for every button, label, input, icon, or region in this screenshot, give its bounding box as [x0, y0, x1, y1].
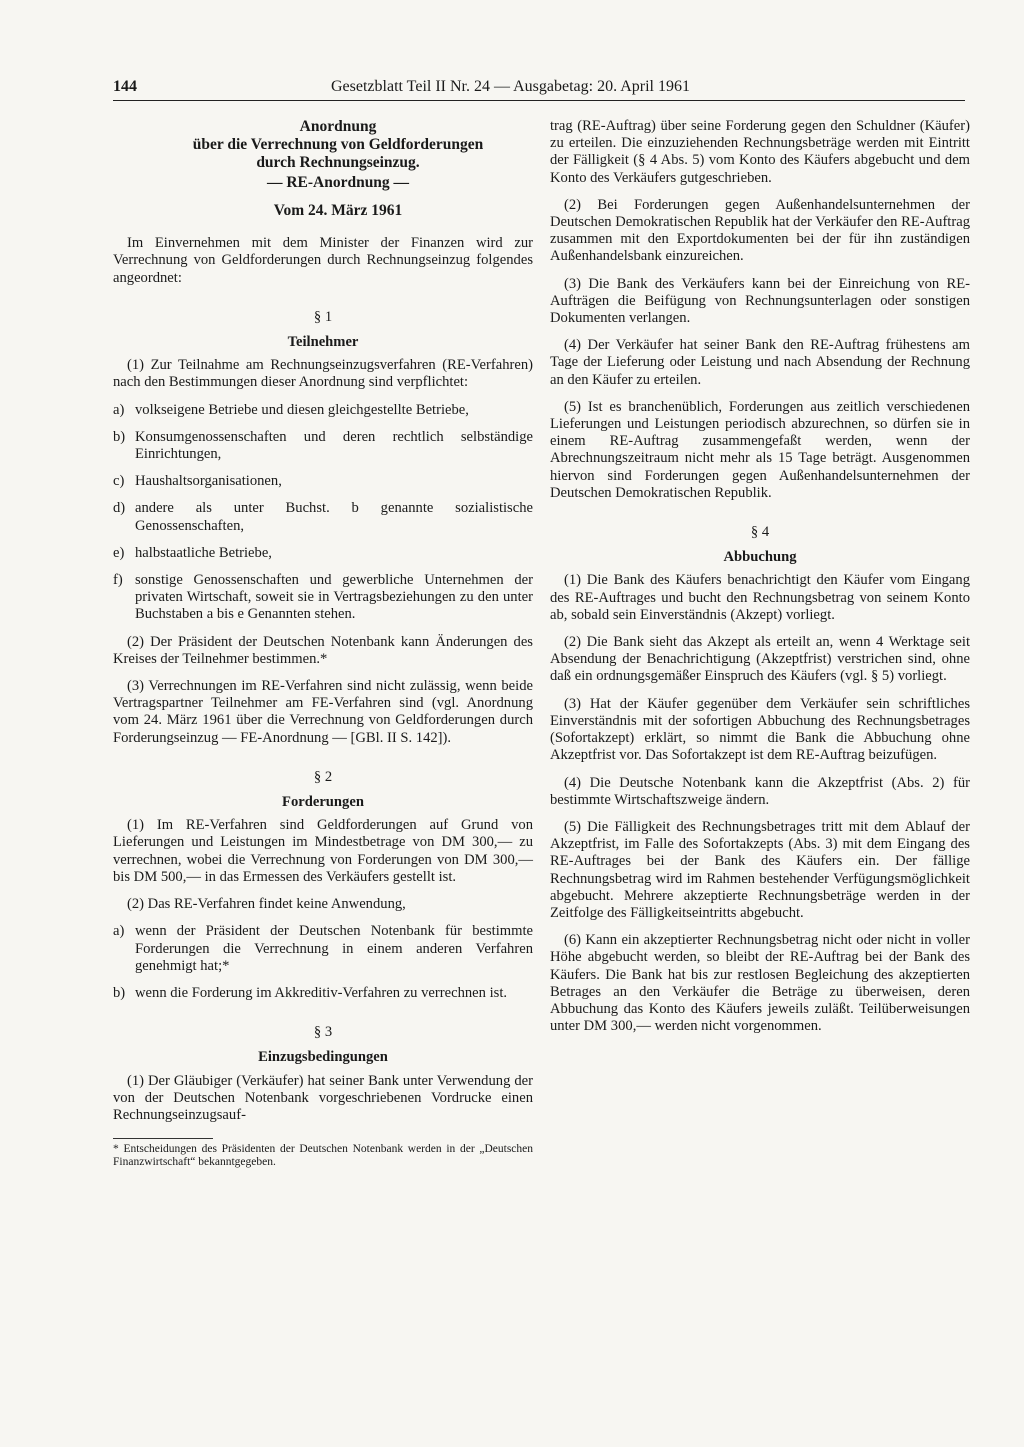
- s4-paragraph-2: (2) Die Bank sieht das Akzept als erteilt an, wenn 4 Werktage seit Absendung der Benachrichtigung (Akzeptfrist) verstrichen sind, ohne daß ein ordnungsgemäßer Einspruch des Käufers (vgl. § 5) vorliegt.: [550, 634, 970, 685]
- title-line-3: durch Rechnungseinzug.: [256, 154, 420, 171]
- list-label: e): [113, 544, 125, 561]
- footnote: * Entscheidungen des Präsidenten der Deutschen Notenbank werden in der „Deutschen Finanzwirtschaft“ bekanntgegeben.: [113, 1143, 533, 1169]
- s4-paragraph-4: (4) Die Deutsche Notenbank kann die Akzeptfrist (Abs. 2) für bestimmte Wirtschaftszweige ändern.: [550, 774, 970, 808]
- list-text: halbstaatliche Betriebe,: [135, 544, 272, 561]
- section-1-heading: Teilnehmer: [287, 334, 359, 351]
- section-4-mark: § 4: [750, 524, 770, 541]
- s1-paragraph-2: (2) Der Präsident der Deutschen Notenbank kann Änderungen des Kreises der Teilnehmer bestimmen.*: [113, 633, 533, 667]
- page-header: [113, 78, 965, 101]
- s2-paragraph-2: (2) Das RE-Verfahren findet keine Anwendung,: [127, 896, 406, 913]
- list-item: [113, 473, 533, 490]
- s3-paragraph-1-start: (1) Der Gläubiger (Verkäufer) hat seiner Bank unter Verwendung der von der Deutschen Notenbank vorgeschriebenen Vordrucke einen Rechnungseinzugsauf-: [113, 1072, 533, 1123]
- title-line-2: über die Verrechnung von Geldforderungen: [192, 136, 484, 153]
- list-item: [113, 402, 533, 419]
- s4-paragraph-5: (5) Die Fälligkeit des Rechnungsbetrages tritt mit dem Ablauf der Akzeptfrist, im Falle des Sofortakzepts (Abs. 3) mit dem Eingang des RE-Auftrages bei der Bank des Käufers ein. Der fällige Rechnungsbetrag wird im Rahmen bestehender Verfügungsmöglichkeit abgebucht. Mehrere akzeptierte Rechnungsbeträge werden in der Zeitfolge des Fälligkeitseintritts abgebucht.: [550, 818, 970, 921]
- list-item: [113, 923, 533, 975]
- list-text: volkseigene Betriebe und diesen gleichgestellte Betriebe,: [135, 401, 469, 418]
- s1-paragraph-3: (3) Verrechnungen im RE-Verfahren sind nicht zulässig, wenn beide Vertragspartner Teilnehmer am FE-Verfahren sind (vgl. Anordnung vom 24. März 1961 über die Verrechnung von Geldforderungen durch Forderungseinzug — FE-Anordnung — [GBl. II S. 142]).: [113, 678, 533, 746]
- list-text: wenn der Präsident der Deutschen Notenbank für bestimmte Forderungen die Verrechnung in einem anderen Verfahren genehmigt hat;*: [135, 923, 533, 974]
- section-2-mark: § 2: [313, 768, 333, 785]
- section-2-heading: Forderungen: [282, 794, 364, 811]
- s3-paragraph-1-continued: trag (RE-Auftrag) über seine Forderung gegen den Schuldner (Käufer) zu erteilen. Die einzuziehenden Rechnungsbeträge werden mit Eintritt der Fälligkeit (§ 4 Abs. 5) vom Konto des Käufers abgebucht und dem Konto des Verkäufers gutgeschrieben.: [550, 118, 970, 186]
- short-title: — RE-Anordnung —: [266, 174, 410, 191]
- list-label: d): [113, 500, 126, 517]
- s3-paragraph-4: (4) Der Verkäufer hat seiner Bank den RE-Auftrag frühestens am Tage der Lieferung oder Leistung und nach Absendung der Rechnung an den Käufer zu erteilen.: [550, 337, 970, 388]
- right-column: [550, 118, 970, 1045]
- s3-paragraph-2: (2) Bei Forderungen gegen Außenhandelsunternehmen der Deutschen Demokratischen Republik hat der Verkäufer den RE-Auftrag zusammen mit den Exportdokumenten bei der für ihn zuständigen Außenhandelsbank einzureichen.: [550, 196, 970, 265]
- section-1-mark: § 1: [313, 308, 333, 325]
- s4-paragraph-3: (3) Hat der Käufer gegenüber dem Verkäufer sein schriftliches Einverständnis mit der sofortigen Abbuchung des Rechnungsbetrages (Sofortakzept) erklärt, so nimmt die Bank die Abbuchung ohne Akzeptfrist vor. Das Sofortakzept ist dem RE-Auftrag beizufügen.: [550, 695, 970, 764]
- list-text: Konsumgenossenschaften und deren rechtlich selbständige Einrichtungen,: [135, 428, 533, 463]
- list-item: [113, 429, 533, 463]
- document-date: Vom 24. März 1961: [273, 202, 403, 219]
- section-3-mark: § 3: [313, 1024, 333, 1041]
- list-item: [113, 572, 533, 624]
- section-3-heading: Einzugsbedingungen: [258, 1049, 388, 1066]
- section-4-heading: Abbuchung: [723, 549, 797, 566]
- footnote-rule: [113, 1138, 213, 1139]
- s3-paragraph-5: (5) Ist es branchenüblich, Forderungen aus zeitlich verschiedenen Lieferungen und Leistungen periodisch abzurechnen, so dürfen sie in einem RE-Auftrag zusammengefaßt werden, wenn der Abrechnungszeitraum nicht mehr als 15 Tage beträgt. Ausgenommen hiervon sind Forderungen gegen Außenhandelsunternehmen der Deutschen Demokratischen Republik.: [550, 398, 970, 501]
- list-label: a): [113, 923, 125, 940]
- preamble: Im Einvernehmen mit dem Minister der Finanzen wird zur Verrechnung von Geldforderungen durch Rechnungseinzug folgendes angeordnet:: [113, 235, 533, 286]
- s3-paragraph-3: (3) Die Bank des Verkäufers kann bei der Einreichung von RE-Aufträgen die Beifügung von Rechnungsunterlagen oder sonstigen Dokumenten verlangen.: [550, 275, 970, 327]
- list-item: [113, 500, 533, 534]
- list-text: wenn die Forderung im Akkreditiv-Verfahren zu verrechnen ist.: [135, 984, 508, 1001]
- s2-paragraph-1: (1) Im RE-Verfahren sind Geldforderungen auf Grund von Lieferungen und Leistungen im Mindestbetrage von DM 300,— zu verrechnen, wobei die Verrechnung von Forderungen von DM 300,— bis DM 500,— in das Ermessen des Verkäufers gestellt ist.: [113, 817, 533, 885]
- list-text: Haushaltsorganisationen,: [135, 473, 282, 490]
- list-text: sonstige Genossenschaften und gewerbliche Unternehmen der privaten Wirtschaft, soweit sie in Vertragsbeziehungen zu den unter Buchstaben a bis e Genannten stehen.: [135, 572, 533, 623]
- s1-paragraph-1: (1) Zur Teilnahme am Rechnungseinzugsverfahren (RE-Verfahren) nach den Bestimmungen dieser Anordnung sind verpflichtet:: [113, 357, 533, 391]
- s4-paragraph-6: (6) Kann ein akzeptierter Rechnungsbetrag nicht oder nicht in voller Höhe abgebucht werden, so bleibt der RE-Auftrag bei der Bank des Käufers. Die Bank hat bis zur restlosen Begleichung des akzeptierten Betrages an den Verkäufer die Beträge zu überweisen, deren Abbuchung das Konto des Käufers jeweils zuläßt. Teilüberweisungen unter DM 300,— werden nicht vorgenommen.: [550, 932, 970, 1035]
- title-block: [143, 118, 533, 192]
- left-column: [113, 118, 533, 1179]
- list-label: f): [113, 572, 123, 589]
- list-label: b): [113, 428, 126, 445]
- list-label: c): [113, 473, 125, 490]
- running-title: Gesetzblatt Teil II Nr. 24 — Ausgabetag: 20. April 1961: [331, 78, 690, 95]
- list-label: a): [113, 401, 125, 418]
- title-line-1: Anordnung: [299, 118, 377, 135]
- s1-list: [113, 402, 533, 624]
- list-item: [113, 985, 533, 1002]
- page-number: 144: [113, 78, 137, 95]
- s4-paragraph-1: (1) Die Bank des Käufers benachrichtigt den Käufer vom Eingang des RE-Auftrages und bucht den Rechnungsbetrag von seinem Konto ab, sobald sein Einverständnis (Akzept) vorliegt.: [550, 572, 970, 623]
- list-label: b): [113, 984, 126, 1001]
- s2-list: [113, 923, 533, 1002]
- list-text: andere als unter Buchst. b genannte sozialistische Genossenschaften,: [135, 500, 533, 534]
- list-item: [113, 545, 533, 562]
